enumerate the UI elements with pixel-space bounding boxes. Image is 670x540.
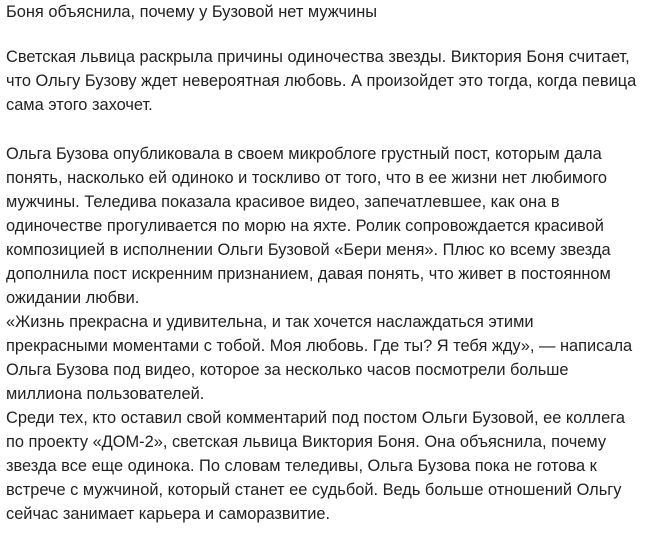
paragraph-line: звезда все еще одинока. По словам теледивы, Ольга Бузова пока не готова к	[6, 457, 597, 475]
paragraph-line: миллиона пользователей.	[6, 385, 205, 403]
paragraph-line: прекрасными моментами с тобой. Моя любовь. Где ты? Я тебя жду», — написала	[6, 337, 633, 355]
paragraph-line: встрече с мужчиной, который станет ее судьбой. Ведь больше отношений Ольгу	[6, 481, 622, 499]
lead-line: сама этого захочет.	[6, 96, 153, 114]
paragraph-line: Среди тех, кто оставил свой комментарий под постом Ольги Бузовой, ее коллега	[6, 409, 625, 427]
paragraph-line: ожидании любви.	[6, 289, 140, 307]
paragraph-line: понять, насколько ей одиноко и тоскливо от того, что в ее жизни нет любимого	[6, 169, 608, 187]
paragraph-line: одиночестве прогуливается по морю на яхте. Ролик сопровождается красивой	[6, 217, 604, 235]
paragraph-line: Ольга Бузова под видео, которое за несколько часов посмотрели больше	[6, 361, 569, 379]
lead-line: что Ольгу Бузову ждет невероятная любовь. А произойдет это тогда, когда певица	[6, 72, 637, 90]
paragraph-line: сейчас занимает карьера и саморазвитие.	[6, 505, 331, 523]
lead-line: Светская львица раскрыла причины одиночества звезды. Виктория Боня считает,	[6, 48, 630, 66]
paragraph-line: дополнила пост искренним признанием, давая понять, что живет в постоянном	[6, 265, 611, 283]
paragraph-line: композицией в исполнении Ольги Бузовой «Бери меня». Плюс ко всему звезда	[6, 241, 611, 259]
article-paragraph	[6, 406, 666, 526]
paragraph-line: «Жизнь прекрасна и удивительна, и так хочется наслаждаться этими	[6, 313, 534, 331]
article-title: Боня объяснила, почему у Бузовой нет мужчины	[6, 3, 378, 21]
paragraph-line: мужчины. Теледива показала красивое видео, запечатлевшее, как она в	[6, 193, 560, 211]
paragraph-line: по проекту «ДОМ-2», светская львица Виктория Боня. Она объяснила, почему	[6, 433, 607, 451]
paragraph-line: Ольга Бузова опубликовала в своем микроблоге грустный пост, которым дала	[6, 145, 602, 163]
article-paragraph	[6, 142, 666, 310]
article-lead	[6, 45, 666, 117]
article	[6, 0, 666, 526]
article-quote-paragraph	[6, 310, 666, 406]
